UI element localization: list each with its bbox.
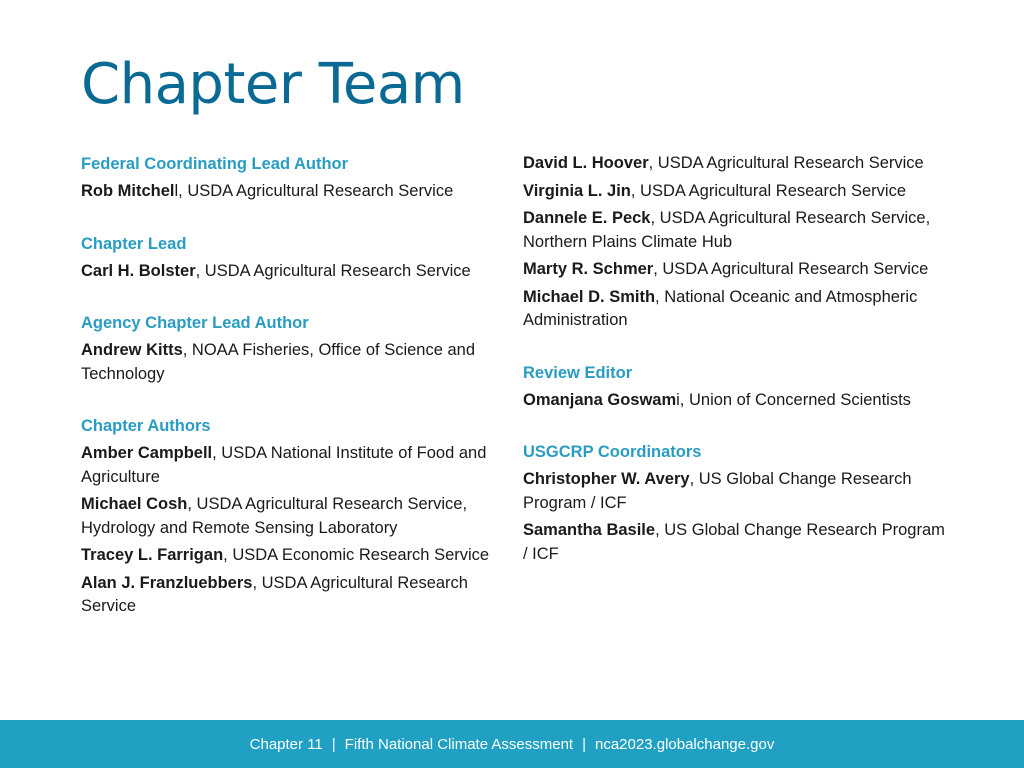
team-section <box>81 414 506 619</box>
member-affiliation: , National Oceanic and Atmospheric Administration <box>523 287 918 329</box>
right-column <box>523 152 953 594</box>
member-affiliation: , USDA Agricultural Research Service <box>630 181 907 200</box>
member-affiliation: , USDA Agricultural Research Service <box>195 261 471 280</box>
member-name: Amber Campbell <box>81 444 213 462</box>
member-affiliation: , USDA Agricultural Research Service, Hydrology and Remote Sensing Laboratory <box>81 495 468 537</box>
team-member-entry <box>81 544 506 568</box>
member-name: Omanjana Goswam <box>523 390 677 409</box>
section-heading: Agency Chapter Lead Author <box>81 314 309 332</box>
team-member-entry <box>523 468 953 515</box>
member-name: Dannele E. Peck <box>523 209 651 227</box>
member-name: Michael D. Smith <box>523 287 656 306</box>
member-affiliation: , USDA Agricultural Research Service <box>81 573 468 615</box>
team-member-entry <box>523 519 953 566</box>
team-member-entry <box>523 180 953 204</box>
team-member-entry <box>523 152 953 176</box>
section-heading: Chapter Lead <box>81 234 187 253</box>
footer-report-title: Fifth National Climate Assessment <box>344 735 574 753</box>
team-section <box>81 232 506 284</box>
team-section <box>81 152 506 204</box>
footer-separator: | <box>582 735 586 753</box>
member-name: Tracey L. Farrigan <box>81 546 224 564</box>
member-affiliation: l, USDA Agricultural Research Service <box>174 182 454 200</box>
team-member-entry <box>523 389 953 413</box>
team-member-entry <box>81 493 506 540</box>
member-affiliation: , USDA Agricultural Research Service <box>653 260 929 278</box>
team-section <box>523 361 953 413</box>
team-member-entry <box>81 260 506 284</box>
member-name: Michael Cosh <box>81 495 188 513</box>
member-name: David L. Hoover <box>523 154 649 172</box>
section-heading: Federal Coordinating Lead Author <box>81 155 349 173</box>
section-heading: Chapter Authors <box>81 417 211 435</box>
team-member-entry <box>81 572 506 619</box>
member-name: Andrew Kitts <box>81 341 183 359</box>
footer-chapter: Chapter 11 <box>249 735 323 753</box>
member-affiliation: , USDA Economic Research Service <box>223 546 490 564</box>
team-member-entry <box>523 258 953 282</box>
team-member-entry <box>81 180 506 204</box>
member-affiliation: , USDA National Institute of Food and Agriculture <box>81 444 487 486</box>
member-affiliation: i, Union of Concerned Scientists <box>676 390 911 409</box>
footer-url[interactable]: nca2023.globalchange.gov <box>595 735 775 753</box>
section-heading: USGCRP Coordinators <box>523 443 702 461</box>
member-affiliation: , NOAA Fisheries, Office of Science and Technology <box>81 341 476 383</box>
member-name: Christopher W. Avery <box>523 470 690 488</box>
team-section <box>81 311 506 386</box>
footer-separator: | <box>331 735 336 753</box>
section-heading: Review Editor <box>523 363 633 382</box>
page-title: Chapter Team <box>81 52 465 117</box>
team-member-entry <box>523 286 953 333</box>
member-name: Alan J. Franzluebbers <box>81 573 253 592</box>
member-affiliation: , USDA Agricultural Research Service, Northern Plains Climate Hub <box>523 209 931 251</box>
member-name: Carl H. Bolster <box>81 261 196 280</box>
team-member-entry <box>523 207 953 254</box>
team-member-entry <box>81 442 506 489</box>
member-affiliation: , US Global Change Research Program / ICF <box>523 470 912 512</box>
member-name: Marty R. Schmer <box>523 260 654 278</box>
member-affiliation: , USDA Agricultural Research Service <box>648 154 924 172</box>
left-column <box>81 152 506 647</box>
team-section <box>523 440 953 566</box>
member-name: Rob Mitchel <box>81 182 175 200</box>
member-affiliation: , US Global Change Research Program / ICF <box>523 521 945 563</box>
team-section <box>523 152 953 333</box>
footer-bar <box>0 720 1024 768</box>
member-name: Samantha Basile <box>523 521 656 539</box>
team-member-entry <box>81 339 506 386</box>
member-name: Virginia L. Jin <box>523 181 631 200</box>
